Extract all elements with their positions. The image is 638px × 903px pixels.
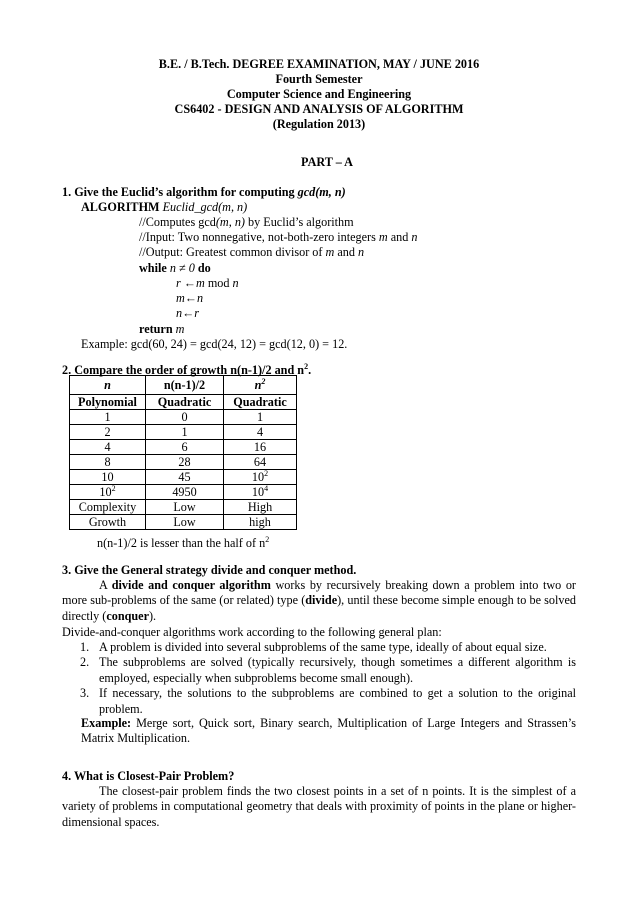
table-row (70, 455, 297, 470)
closest-pair-paragraph: The closest-pair problem finds the two closest points in a set of n points. It is the simplest of a variety of problems in computational geometry that deals with proximity of points in the plane or higher-dimensional spaces. (62, 784, 576, 829)
divide-conquer-examples: Example: Merge sort, Quick sort, Binary search, Multiplication of Large Integers and Strassen’s Matrix Multiplication. (81, 716, 576, 746)
table-row (70, 395, 297, 410)
algo-comment-1: //Computes gcd(m, n) by Euclid’s algorithm (139, 215, 354, 229)
question-4: 4. What is Closest-Pair Problem? (62, 769, 235, 783)
table-cell: 6 (146, 440, 224, 455)
algo-return: return m (139, 322, 185, 336)
table-cell: $10^2$ (70, 485, 146, 500)
table-cell: Complexity (70, 500, 146, 515)
table-cell: Quadratic (224, 395, 297, 410)
list-item: 1. A problem is divided into several subproblems of the same type, ideally of about equal size. (80, 640, 547, 654)
table-cell: 45 (146, 470, 224, 485)
table-cell: Polynomial (70, 395, 146, 410)
semester: Fourth Semester (275, 72, 363, 86)
algo-comment-2: //Input: Two nonnegative, not-both-zero integers m and n (139, 230, 418, 244)
question-2: 2. Compare the order of growth n(n-1)/2 and $n^2$. (62, 362, 312, 377)
table-header-cell: n (70, 376, 146, 395)
algo-comment-3: //Output: Greatest common divisor of m and n (139, 245, 365, 259)
algo-stmt-1: r ←m mod n (176, 276, 239, 290)
table-header-cell: n(n-1)/2 (146, 376, 224, 395)
table-cell: 64 (224, 455, 297, 470)
general-plan-list (62, 640, 576, 717)
table-cell: Quadratic (146, 395, 224, 410)
algo-while: while n ≠ 0 do (139, 261, 211, 275)
part-title: PART – A (301, 155, 353, 169)
table-row (70, 425, 297, 440)
table-cell: $10^2$ (224, 470, 297, 485)
table-row (70, 470, 297, 485)
table-cell: 4 (224, 425, 297, 440)
table-cell: 1 (70, 410, 146, 425)
growth-table (69, 375, 297, 530)
table-header-cell: $n^2$ (224, 376, 297, 395)
table-cell: 28 (146, 455, 224, 470)
table-cell: 2 (70, 425, 146, 440)
table-cell: High (224, 500, 297, 515)
question-3: 3. Give the General strategy divide and conquer method. (62, 563, 357, 577)
list-item: 2. The subproblems are solved (typically recursively, though sometimes a different algorithm is employed, especially when subproblems become small enough). (80, 655, 576, 685)
exam-title: B.E. / B.Tech. DEGREE EXAMINATION, MAY / JUNE 2016 (158, 57, 480, 71)
table-cell: Low (146, 500, 224, 515)
regulation: (Regulation 2013) (272, 117, 366, 131)
table-header-row (70, 376, 297, 395)
table-row (70, 410, 297, 425)
table-cell: Low (146, 515, 224, 530)
table-row (70, 515, 297, 530)
gcd-example: Example: gcd(60, 24) = gcd(24, 12) = gcd(12, 0) = 12. (81, 337, 348, 351)
table-cell: 1 (224, 410, 297, 425)
table-cell: high (224, 515, 297, 530)
growth-note: n(n-1)/2 is lesser than the half of $n^2$ (97, 535, 270, 550)
algo-stmt-2: m←n (176, 291, 204, 305)
table-cell: 4950 (146, 485, 224, 500)
table-cell: 16 (224, 440, 297, 455)
table-cell: 8 (70, 455, 146, 470)
divide-conquer-paragraph: A divide and conquer algorithm works by recursively breaking down a problem into two or more sub-problems of the same (or related) type (divide), until these become simple enough to be solved directly (conquer). (62, 578, 576, 623)
table-row (70, 440, 297, 455)
course-title: CS6402 - DESIGN AND ANALYSIS OF ALGORITHM (174, 102, 464, 116)
table-cell: 1 (146, 425, 224, 440)
department: Computer Science and Engineering (226, 87, 412, 101)
table-cell: 0 (146, 410, 224, 425)
algorithm-header: ALGORITHM Euclid_gcd(m, n) (81, 200, 248, 214)
table-cell: $10^4$ (224, 485, 297, 500)
table-cell: 4 (70, 440, 146, 455)
list-item: 3. If necessary, the solutions to the subproblems are combined to get a solution to the original problem. (80, 686, 576, 716)
table-row (70, 500, 297, 515)
table-cell: Growth (70, 515, 146, 530)
question-1: 1. Give the Euclid’s algorithm for computing gcd(m, n) (62, 185, 346, 199)
table-cell: 10 (70, 470, 146, 485)
algo-stmt-3: n←r (176, 306, 200, 320)
general-plan-intro: Divide-and-conquer algorithms work according to the following general plan: (62, 625, 442, 639)
table-row (70, 485, 297, 500)
